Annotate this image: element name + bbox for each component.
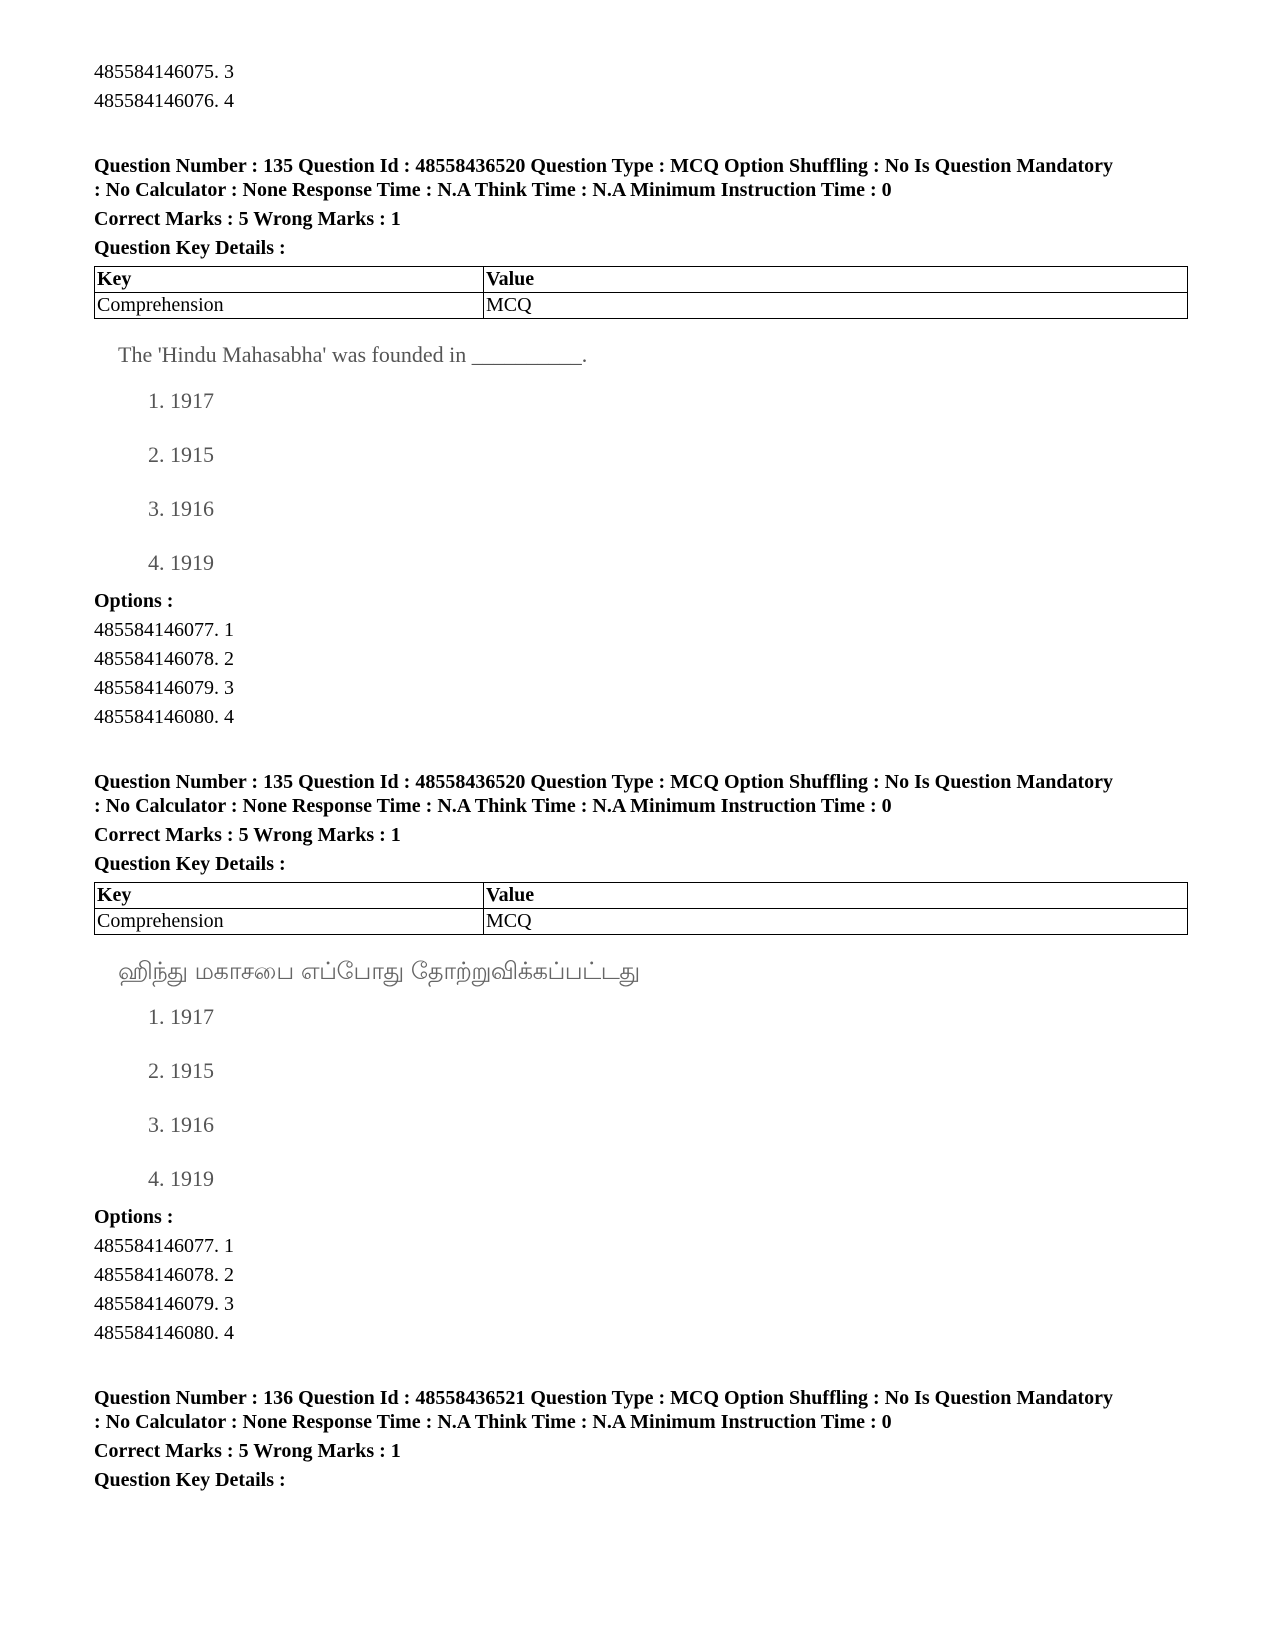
option-line: 485584146080. 4 <box>94 706 234 728</box>
question-meta: Question Number : 135 Question Id : 48558436520 Question Type : MCQ Option Shuffling : No Is Question Mandatory : No Calculator : None Response Time : N.A Think Time : N.A Minimum Instruction Time : 0 <box>94 771 1113 817</box>
choice-item: 3. 1916 <box>148 1112 214 1137</box>
option-line: 485584146078. 2 <box>94 1264 234 1286</box>
table-cell-value: MCQ <box>484 293 1188 319</box>
top-options-list <box>94 58 1194 116</box>
choice-item: 3. 1916 <box>148 496 214 521</box>
question-text: The 'Hindu Mahasabha' was founded in __________. <box>118 342 588 367</box>
options-label: Options : <box>94 590 174 612</box>
options-label: Options : <box>94 1206 174 1228</box>
question-meta: Question Number : 135 Question Id : 48558436520 Question Type : MCQ Option Shuffling : No Is Question Mandatory : No Calculator : None Response Time : N.A Think Time : N.A Minimum Instruction Time : 0 <box>94 155 1113 201</box>
table-header-value: Value <box>484 267 1188 293</box>
key-details-table <box>94 882 1188 935</box>
choice-item: 1. 1917 <box>148 388 214 413</box>
key-details-label: Question Key Details : <box>94 853 286 875</box>
marks-line: Correct Marks : 5 Wrong Marks : 1 <box>94 1440 401 1462</box>
choice-item: 4. 1919 <box>148 1166 214 1191</box>
choice-item: 2. 1915 <box>148 442 214 467</box>
table-header-key: Key <box>95 267 484 293</box>
document-page <box>94 58 1194 1495</box>
option-line: 485584146078. 2 <box>94 648 234 670</box>
table-cell-value: MCQ <box>484 909 1188 935</box>
option-line: 485584146079. 3 <box>94 677 234 699</box>
marks-line: Correct Marks : 5 Wrong Marks : 1 <box>94 824 401 846</box>
key-details-label: Question Key Details : <box>94 237 286 259</box>
question-block-136 <box>94 1386 1194 1495</box>
table-cell-key: Comprehension <box>95 909 484 935</box>
key-details-table <box>94 266 1188 319</box>
question-block-135-ta <box>94 770 1194 1348</box>
choice-item: 4. 1919 <box>148 550 214 575</box>
table-header-key: Key <box>95 883 484 909</box>
option-line: 485584146077. 1 <box>94 619 234 641</box>
option-line: 485584146080. 4 <box>94 1322 234 1344</box>
option-line: 485584146079. 3 <box>94 1293 234 1315</box>
question-text: ஹிந்து மகாசபை எப்போது தோற்றுவிக்கப்பட்டது <box>118 957 640 985</box>
choice-list <box>118 387 1194 577</box>
marks-line: Correct Marks : 5 Wrong Marks : 1 <box>94 208 401 230</box>
choice-item: 1. 1917 <box>148 1004 214 1029</box>
choice-list <box>118 1003 1194 1193</box>
option-line: 485584146077. 1 <box>94 1235 234 1257</box>
key-details-label: Question Key Details : <box>94 1469 286 1491</box>
question-image <box>118 341 1194 577</box>
question-image <box>118 957 1194 1193</box>
option-line: 485584146075. 3 <box>94 61 234 83</box>
table-cell-key: Comprehension <box>95 293 484 319</box>
question-block-135-en <box>94 154 1194 732</box>
option-line: 485584146076. 4 <box>94 90 234 112</box>
question-meta: Question Number : 136 Question Id : 48558436521 Question Type : MCQ Option Shuffling : No Is Question Mandatory : No Calculator : None Response Time : N.A Think Time : N.A Minimum Instruction Time : 0 <box>94 1387 1113 1433</box>
choice-item: 2. 1915 <box>148 1058 214 1083</box>
table-header-value: Value <box>484 883 1188 909</box>
